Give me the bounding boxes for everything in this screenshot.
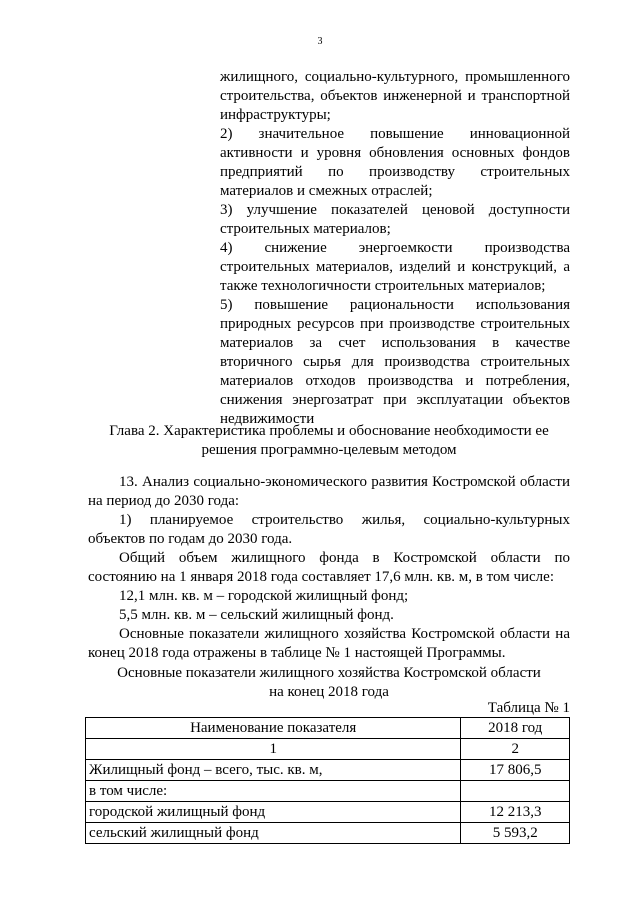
table-label: Таблица № 1	[487, 700, 570, 716]
chapter-heading	[88, 422, 570, 460]
table-numbering-row	[86, 739, 570, 760]
indicator-value: 5 593,2	[461, 823, 570, 844]
indicator-name: сельский жилищный фонд	[86, 823, 461, 844]
indicator-value: 17 806,5	[461, 760, 570, 781]
table-row	[86, 802, 570, 823]
indicator-value	[461, 781, 570, 802]
list-item: 4) снижение энергоемкости производства строительных материалов, изделий и конструкций, а также технологичности строительных материалов;	[220, 240, 570, 294]
paragraph: 12,1 млн. кв. м – городской жилищный фонд;	[119, 588, 409, 604]
paragraph: 5,5 млн. кв. м – сельский жилищный фонд.	[119, 607, 394, 623]
table-row	[86, 760, 570, 781]
table-title-line: Основные показатели жилищного хозяйства Костромской области	[117, 665, 541, 681]
paragraph: 1) планируемое строительство жилья, социально-культурных объектов по годам до 2030 года.	[88, 512, 570, 547]
table-row	[86, 823, 570, 844]
indicators-table	[85, 717, 570, 844]
indicator-value: 12 213,3	[461, 802, 570, 823]
paragraph: Основные показатели жилищного хозяйства Костромской области на конец 2018 года отражены в таблице № 1 настоящей Программы.	[88, 626, 570, 661]
paragraph: 13. Анализ социально-экономического развития Костромской области на период до 2030 года:	[88, 474, 570, 509]
list-item: жилищного, социально-культурного, промышленного строительства, объектов инженерной и транспортной инфраструктуры;	[220, 69, 570, 123]
indicator-name: городской жилищный фонд	[86, 802, 461, 823]
table-row	[86, 781, 570, 802]
column-number: 1	[86, 739, 461, 760]
chapter-heading-line: Глава 2. Характеристика проблемы и обоснование необходимости ее	[109, 423, 549, 439]
list-item: 5) повышение рациональности использования природных ресурсов при производстве строительных материалов за счет использования в качестве вторичного сырья для производства строительных материалов отходов производства и потребления, снижения энергозатрат при эксплуатации объектов недвижимости	[220, 297, 570, 427]
body-text	[88, 473, 570, 663]
page-number: 3	[317, 36, 323, 47]
column-header: Наименование показателя	[86, 718, 461, 739]
list-column	[220, 68, 570, 429]
indicator-name: Жилищный фонд – всего, тыс. кв. м,	[86, 760, 461, 781]
list-item: 2) значительное повышение инновационной активности и уровня обновления основных фондов предприятий по производству строительных материалов и смежных отраслей;	[220, 126, 570, 199]
table-title	[88, 664, 570, 702]
column-header: 2018 год	[461, 718, 570, 739]
column-number: 2	[461, 739, 570, 760]
table-header-row	[86, 718, 570, 739]
table-title-line: на конец 2018 года	[269, 684, 389, 700]
paragraph: Общий объем жилищного фонда в Костромской области по состоянию на 1 января 2018 года составляет 17,6 млн. кв. м, в том числе:	[88, 550, 570, 585]
indicator-name: в том числе:	[86, 781, 461, 802]
chapter-heading-line: решения программно-целевым методом	[201, 442, 457, 458]
list-item: 3) улучшение показателей ценовой доступности строительных материалов;	[220, 202, 570, 237]
